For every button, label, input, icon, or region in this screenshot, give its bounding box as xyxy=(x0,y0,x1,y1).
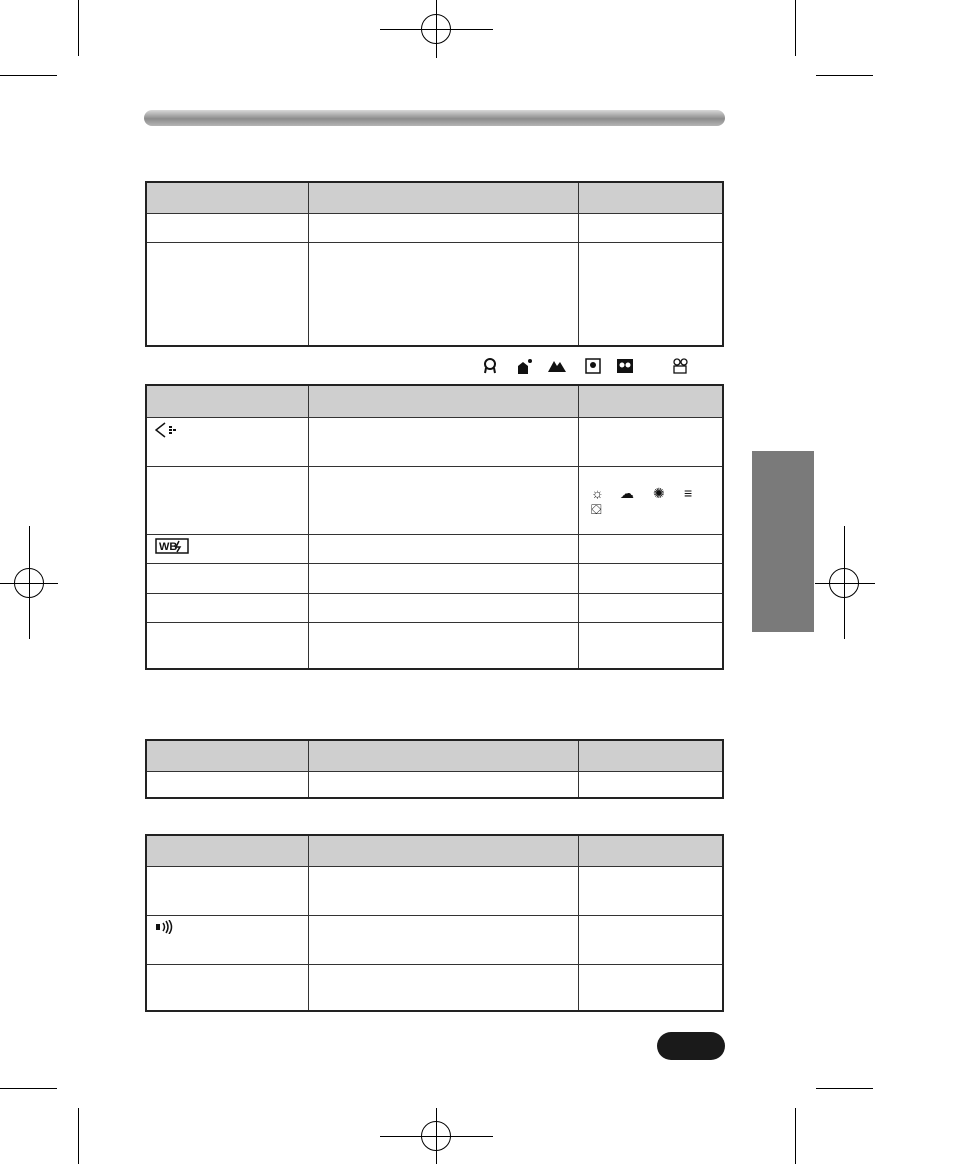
crop-mark xyxy=(0,1088,57,1089)
table-row xyxy=(147,213,722,242)
underwater-icon: ⛋ xyxy=(591,501,602,517)
crop-mark xyxy=(816,1088,873,1089)
cloudy-icon: ☁ xyxy=(620,485,634,501)
table-row xyxy=(147,417,722,466)
fluorescent-icon: ≡ xyxy=(684,485,693,501)
crop-mark xyxy=(78,1108,79,1164)
portrait-icon xyxy=(482,358,498,379)
table-cell xyxy=(578,535,722,563)
table-row xyxy=(147,771,722,797)
registration-mark xyxy=(14,568,44,598)
table-header-cell xyxy=(147,183,308,213)
self-portrait-icon xyxy=(585,358,601,379)
crop-mark xyxy=(795,0,796,56)
table-header-cell xyxy=(147,386,308,417)
table-header-row xyxy=(147,741,722,771)
settings-table-4 xyxy=(145,834,724,1012)
crop-mark xyxy=(795,1108,796,1164)
beep-sound-icon xyxy=(155,923,175,937)
table-header-row xyxy=(147,836,722,866)
table-cell xyxy=(147,623,308,668)
table-header-cell xyxy=(308,741,578,771)
table-cell xyxy=(578,243,722,345)
table-cell xyxy=(147,965,308,1010)
table-cell xyxy=(147,467,308,534)
table-cell xyxy=(308,623,578,668)
table-cell xyxy=(147,564,308,593)
table-row xyxy=(147,466,722,534)
table-header-cell xyxy=(308,386,578,417)
table-cell xyxy=(578,965,722,1010)
wb-flash-icon xyxy=(155,543,189,557)
table-row xyxy=(147,534,722,563)
page-number-badge xyxy=(657,1032,725,1060)
settings-table-1 xyxy=(145,181,724,347)
svg-text:WB: WB xyxy=(159,541,178,553)
crop-mark xyxy=(0,75,57,76)
tungsten-icon: ✺ xyxy=(653,485,665,501)
settings-table-3 xyxy=(145,739,724,799)
table-cell xyxy=(578,214,722,242)
table-cell xyxy=(308,867,578,915)
table-row xyxy=(147,866,722,915)
group-photo-icon xyxy=(616,358,634,379)
table-cell xyxy=(578,418,722,466)
table-cell xyxy=(147,594,308,622)
landscape-icon xyxy=(548,358,566,377)
table-cell xyxy=(308,772,578,797)
table-cell xyxy=(147,916,308,964)
table-cell xyxy=(578,623,722,668)
crop-mark xyxy=(78,0,79,56)
table-header-cell xyxy=(578,386,722,417)
table-header-cell xyxy=(578,836,722,866)
sunny-icon: ☼ xyxy=(591,485,604,501)
table-cell xyxy=(578,867,722,915)
table-header-cell xyxy=(147,741,308,771)
flash-intensity-icon xyxy=(155,427,177,441)
table-cell xyxy=(578,594,722,622)
table-cell xyxy=(578,772,722,797)
table-header-cell xyxy=(147,836,308,866)
table-cell xyxy=(147,243,308,345)
table-row xyxy=(147,622,722,668)
table-cell xyxy=(308,535,578,563)
table-header-cell xyxy=(308,836,578,866)
table-header-cell xyxy=(578,183,722,213)
table-cell xyxy=(308,965,578,1010)
table-row xyxy=(147,964,722,1010)
table-cell xyxy=(578,564,722,593)
table-cell xyxy=(147,772,308,797)
table-header-row xyxy=(147,386,722,417)
table-cell xyxy=(308,594,578,622)
registration-mark xyxy=(421,1121,451,1151)
table-cell xyxy=(578,467,722,534)
registration-mark xyxy=(421,14,451,44)
table-row xyxy=(147,242,722,345)
table-cell xyxy=(308,214,578,242)
section-title-bar xyxy=(144,110,725,126)
registration-mark xyxy=(829,568,859,598)
table-header-cell xyxy=(578,741,722,771)
table-row xyxy=(147,593,722,622)
table-cell xyxy=(147,867,308,915)
table-cell xyxy=(147,418,308,466)
table-cell xyxy=(308,467,578,534)
table-cell xyxy=(308,916,578,964)
table-cell xyxy=(308,243,578,345)
night-portrait-icon xyxy=(516,358,534,379)
table-cell xyxy=(147,214,308,242)
crop-mark xyxy=(816,75,873,76)
settings-table-2 xyxy=(145,384,724,670)
table-row xyxy=(147,915,722,964)
table-row xyxy=(147,563,722,593)
movie-camera-icon xyxy=(672,358,690,379)
table-cell xyxy=(578,916,722,964)
table-cell xyxy=(308,418,578,466)
shooting-mode-icons xyxy=(482,358,697,378)
table-cell xyxy=(147,535,308,563)
table-header-cell xyxy=(308,183,578,213)
table-cell xyxy=(308,564,578,593)
chapter-side-tab xyxy=(752,451,814,632)
table-header-row xyxy=(147,183,722,213)
